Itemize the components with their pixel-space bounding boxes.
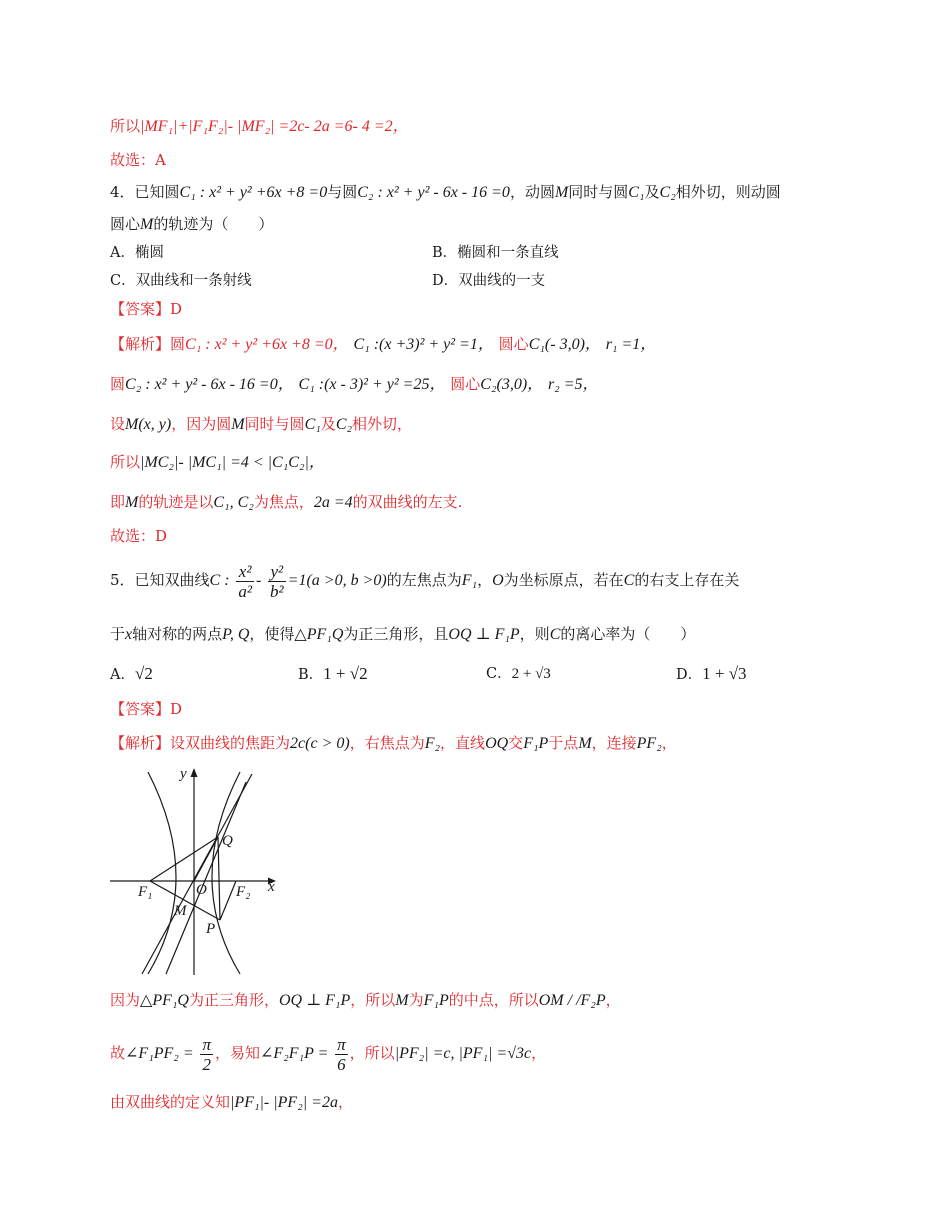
solution-line: 所以|MF₁|+|F₁F₂|- |MF₂| =2c- 2a =6- 4 =2， bbox=[110, 117, 409, 135]
point-f1-label: F₁ bbox=[138, 884, 153, 900]
point-q-label: Q bbox=[222, 833, 233, 849]
option-b: B．1 + √2 bbox=[298, 664, 368, 683]
option-b: B．椭圆和一条直线 bbox=[432, 245, 559, 261]
math-expression: |MF₁|+|F₁F₂|- |MF₂| =2c- 2a =6- 4 =2， bbox=[140, 118, 409, 135]
option-c: C．双曲线和一条射线 bbox=[110, 273, 252, 289]
solution-line: 【解析】设双曲线的焦距为2c(c > 0)，右焦点为F₂，直线OQ交F₁P于点M，连接PF₂， bbox=[110, 734, 677, 752]
solution-line: 设M(x, y)，因为圆M同时与圆C₁及C₂相外切， bbox=[110, 415, 413, 433]
question-5-line-1: 5．已知双曲线C : $\frac{\text{x²}}{\text{a²}}$ - $\frac{\text{y²}}{\text{b²}}$ =1(a >0, b >0)的左焦点为F₁，O为坐标原点，若在C的右支上存在关 bbox=[110, 561, 740, 601]
option-c: C．2 + √3 bbox=[486, 666, 551, 682]
hyperbola-figure bbox=[108, 760, 288, 980]
solution-line: 故∠F₁PF₂ = $\frac{\pi}{2}$ ，易知∠F₂F₁P = $\frac{\pi}{6}$ ，所以|PF₂| =c, |PF₁| =√3c， bbox=[110, 1034, 547, 1074]
y-axis-arrow bbox=[191, 768, 198, 777]
solution-line: 【解析】圆C₁ : x² + y² +6x +8 =0， C₁ :(x +3)² + y² =1， 圆心C₁(- 3,0)， r₁ =1， bbox=[110, 335, 657, 353]
point-f2-label: F₂ bbox=[236, 884, 251, 900]
option-a: A．椭圆 bbox=[110, 245, 164, 261]
choice-line: 故选：D bbox=[110, 527, 168, 545]
answer-label: 【答案】D bbox=[110, 700, 183, 718]
x-axis-label: x bbox=[268, 879, 275, 895]
origin-label: O bbox=[196, 882, 207, 898]
question-4-line-1: 4．已知圆C₁ : x² + y² +6x +8 =0与圆C₂ : x² + y² - 6x - 16 =0，动圆M同时与圆C₁及C₂相外切，则动圆 bbox=[110, 183, 781, 201]
point-p-label: P bbox=[206, 921, 216, 937]
asymptote-line bbox=[142, 774, 252, 974]
line-oq bbox=[166, 782, 246, 974]
choice-line: 故选：A bbox=[110, 151, 166, 169]
segment-pf2 bbox=[220, 881, 236, 920]
solution-line: 所以|MC₂|- |MC₁| =4 < |C₁C₂|， bbox=[110, 453, 325, 471]
answer-label: 【答案】D bbox=[110, 300, 183, 318]
question-4-line-2: 圆心M的轨迹为（ ） bbox=[110, 215, 274, 233]
point-m-label: M bbox=[174, 903, 187, 919]
solution-line: 由双曲线的定义知|PF₁|- |PF₂| =2a， bbox=[110, 1093, 353, 1111]
solution-line: 因为△PF₁Q为正三角形，OQ ⊥ F₁P，所以M为F₁P的中点，所以OM / /F₂P， bbox=[110, 991, 621, 1009]
solution-line: 即M的轨迹是以C₁, C₂为焦点，2a =4的双曲线的左支. bbox=[110, 493, 463, 511]
option-a: A．√2 bbox=[110, 664, 153, 683]
y-axis-label: y bbox=[180, 766, 187, 782]
segment-qp bbox=[218, 837, 220, 920]
option-d: D．1 + √3 bbox=[676, 664, 747, 683]
solution-line: 圆C₂ : x² + y² - 6x - 16 =0， C₁ :(x - 3)² + y² =25， 圆心C₂(3,0)， r₂ =5， bbox=[110, 375, 599, 393]
question-5-line-2: 于x轴对称的两点P, Q，使得△PF₁Q为正三角形，且OQ ⊥ F₁P，则C的离心率为（ ） bbox=[110, 625, 696, 643]
option-d: D．双曲线的一支 bbox=[432, 273, 546, 289]
